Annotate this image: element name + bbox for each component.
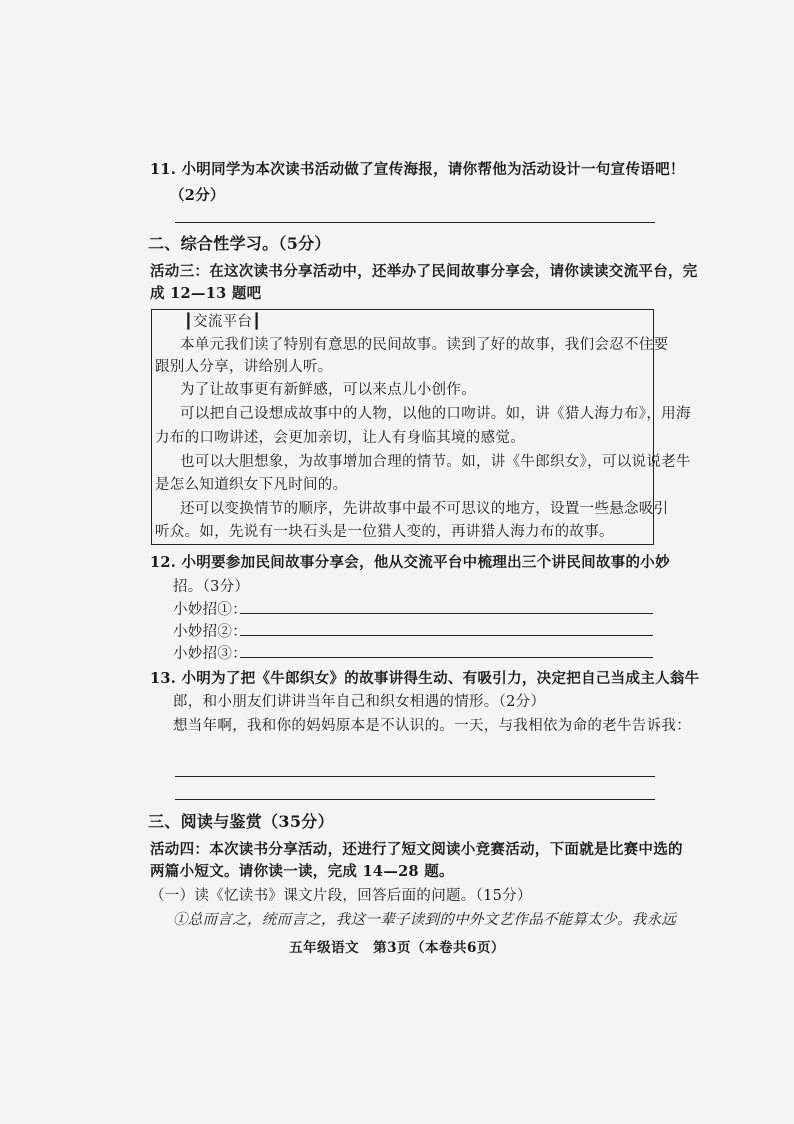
q11-answer-line[interactable] bbox=[175, 222, 655, 223]
q12-tip1-label: 小妙招①： bbox=[173, 602, 247, 618]
platform-line: 跟别人分享，讲给别人听。 bbox=[155, 359, 333, 375]
q13-line1: 13. 小明为了把《牛郎织女》的故事讲得生动、有吸引力，决定把自己当成主人翁牛 bbox=[150, 670, 700, 687]
q12-line1: 12. 小明要参加民间故事分享会，他从交流平台中梳理出三个讲民间故事的小妙 bbox=[150, 554, 670, 571]
platform-title: ┃交流平台┃ bbox=[184, 314, 262, 330]
q12-tip2-label: 小妙招②： bbox=[173, 624, 247, 640]
activity3-line1: 活动三：在这次读书分享活动中，还举办了民间故事分享会，请你读读交流平台，完 bbox=[150, 263, 698, 280]
q12-tip2-answer-line[interactable] bbox=[240, 635, 653, 636]
platform-line: 为了让故事更有新鲜感，可以来点儿小创作。 bbox=[180, 382, 476, 398]
platform-line: 也可以大胆想象，为故事增加合理的情节。如，讲《牛郎织女》，可以说说老牛 bbox=[180, 454, 691, 470]
q11-text: 11. 小明同学为本次读书活动做了宣传海报，请你帮他为活动设计一句宣传语吧！ bbox=[150, 161, 685, 178]
q13-line3: 想当年啊，我和你的妈妈原本是不认识的。一天，与我相依为命的老牛告诉我： bbox=[173, 718, 691, 734]
section2-heading: 二、综合性学习。（5分） bbox=[148, 234, 331, 253]
passage-first-line: ①总而言之，统而言之，我这一辈子读到的中外文艺作品不能算太少。我永远 bbox=[173, 912, 677, 928]
platform-line: 是怎么知道织女下凡时间的。 bbox=[155, 477, 348, 493]
q11-score: （2分） bbox=[170, 187, 225, 204]
part1-title: （一）读《忆读书》课文片段，回答后面的问题。（15分） bbox=[150, 888, 532, 904]
platform-line: 力布的口吻讲述，会更加亲切，让人有身临其境的感觉。 bbox=[155, 430, 525, 446]
q12-tip1-answer-line[interactable] bbox=[240, 613, 653, 614]
q12-tip3-answer-line[interactable] bbox=[240, 657, 653, 658]
activity3-line2: 成 12—13 题吧 bbox=[150, 285, 262, 302]
page-footer: 五年级语文 第3页（本卷共6页） bbox=[289, 940, 505, 956]
q12-line2: 招。（3分） bbox=[173, 579, 250, 595]
platform-line: 可以把自己设想成故事中的人物，以他的口吻讲。如，讲《猎人海力布》，用海 bbox=[180, 406, 691, 422]
q13-answer-line-1[interactable] bbox=[175, 776, 655, 777]
activity4-line1: 活动四：本次读书分享活动，还进行了短文阅读小竞赛活动，下面就是比赛中选的 bbox=[150, 841, 683, 858]
platform-line: 听众。如，先说有一块石头是一位猎人变的，再讲猎人海力布的故事。 bbox=[155, 524, 614, 540]
activity4-line2: 两篇小短文。请你读一读，完成 14—28 题。 bbox=[150, 863, 454, 880]
q12-tip3-label: 小妙招③： bbox=[173, 646, 247, 662]
q13-line2: 郎，和小朋友们讲讲当年自己和织女相遇的情形。（2分） bbox=[173, 694, 546, 710]
q13-answer-line-2[interactable] bbox=[175, 799, 655, 800]
platform-line: 还可以变换情节的顺序，先讲故事中最不可思议的地方，设置一些悬念吸引 bbox=[180, 501, 669, 517]
platform-line: 本单元我们读了特别有意思的民间故事。读到了好的故事，我们会忍不住要 bbox=[180, 337, 669, 353]
section3-heading: 三、阅读与鉴赏（35分） bbox=[148, 812, 334, 831]
